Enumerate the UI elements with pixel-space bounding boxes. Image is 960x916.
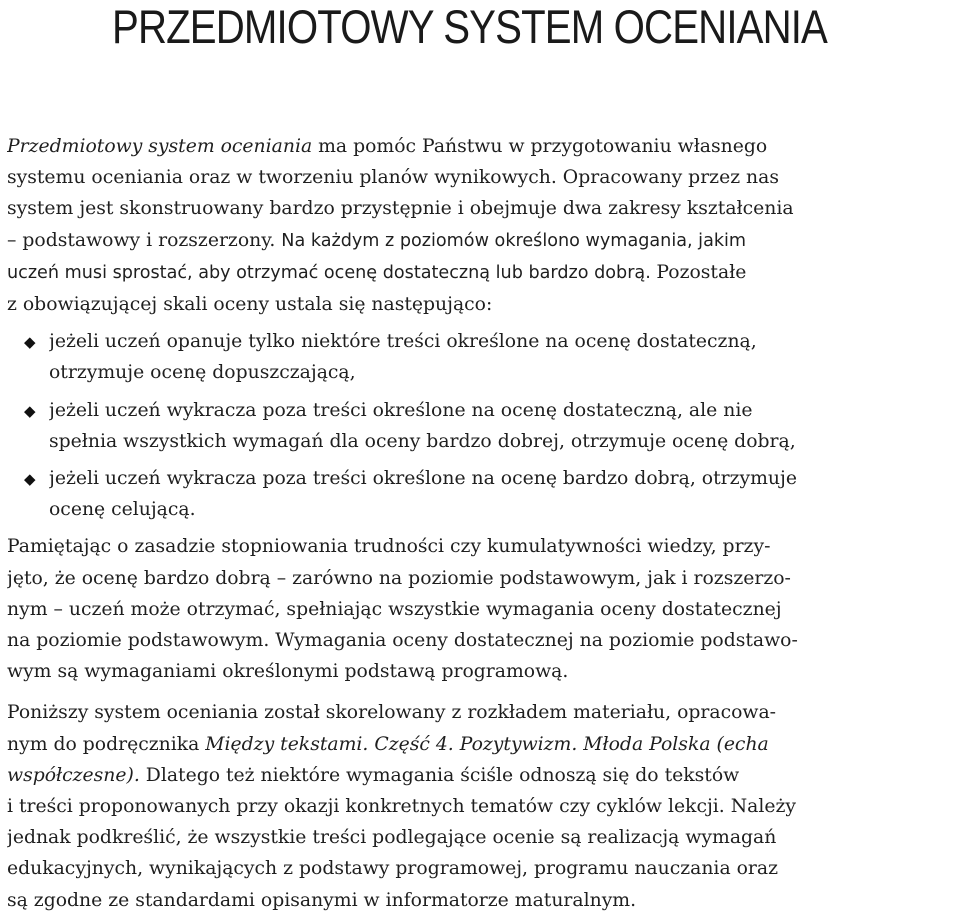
diamond-bullet-icon: ◆	[24, 470, 36, 489]
intro-emphasis: Przedmiotowy system oceniania	[7, 136, 313, 157]
diamond-bullet-icon: ◆	[24, 333, 36, 352]
textbook-title: Między tekstami. Część 4. Pozytywizm. Młoda Polska (echa	[205, 733, 769, 755]
paragraph-textbook-correlation: Poniższy system oceniania został skorelowany z rozkładem materiału, opracowa- nym do podręcznika Między tekstami. Część 4. Pozytywizm. Młoda Polska (echa współczesne). Dlatego też niektóre wymagania ściśle odnoszą się do tekstów i treści proponowanych przy okazji konkretnych tematów czy cyklów lekcji. Należy jednak podkreślić, że wszystkie treści podlegające ocenie są realizacją wymagań edukacyjnych, wynikających z podstawy programowej, programu nauczania oraz są zgodne ze standardami opisanymi w informatorze maturalnym.	[7, 702, 796, 911]
list-item: ◆ jeżeli uczeń wykracza poza treści określone na ocenę dostateczną, ale nie spełnia wszystkich wymagań dla oceny bardzo dobrej, otrzymuje ocenę dobrą,	[7, 395, 957, 457]
diamond-bullet-icon: ◆	[24, 401, 36, 420]
page-title: PRZEDMIOTOWY SYSTEM OCENIANIA	[112, 0, 828, 53]
document-body	[7, 131, 957, 916]
paragraph-grading-rules: Pamiętając o zasadzie stopniowania trudności czy kumulatywności wiedzy, przy- jęto, że ocenę bardzo dobrą – zarówno na poziomie podstawowym, jak i rozszerzo- nym – uczeń może otrzymać, spełniając wszystkie wymagania oceny dostatecznej na poziomie podstawowym. Wymagania oceny dostatecznej na poziomie podstawo- wym są wymaganiami określonymi podstawą programową.	[7, 536, 798, 683]
list-item: ◆ jeżeli uczeń wykracza poza treści określone na ocenę bardzo dobrą, otrzymuje ocenę celującą.	[7, 463, 957, 525]
list-item: ◆ jeżeli uczeń opanuje tylko niektóre treści określone na ocenę dostateczną, otrzymuje ocenę dopuszczającą,	[7, 326, 957, 388]
intro-paragraph: Przedmiotowy system oceniania ma pomóc Państwu w przygotowaniu własnego systemu oceniania oraz w tworzeniu planów wynikowych. Opracowany przez nas system jest skonstruowany bardzo przystępnie i obejmuje dwa zakresy kształcenia – podstawowy i rozszerzony. Na każdym z poziomów określono wymagania, jakim uczeń musi sprostać, aby otrzymać ocenę dostateczną lub bardzo dobrą. Pozostałe z obowiązującej skali oceny ustala się następująco:	[7, 136, 794, 316]
